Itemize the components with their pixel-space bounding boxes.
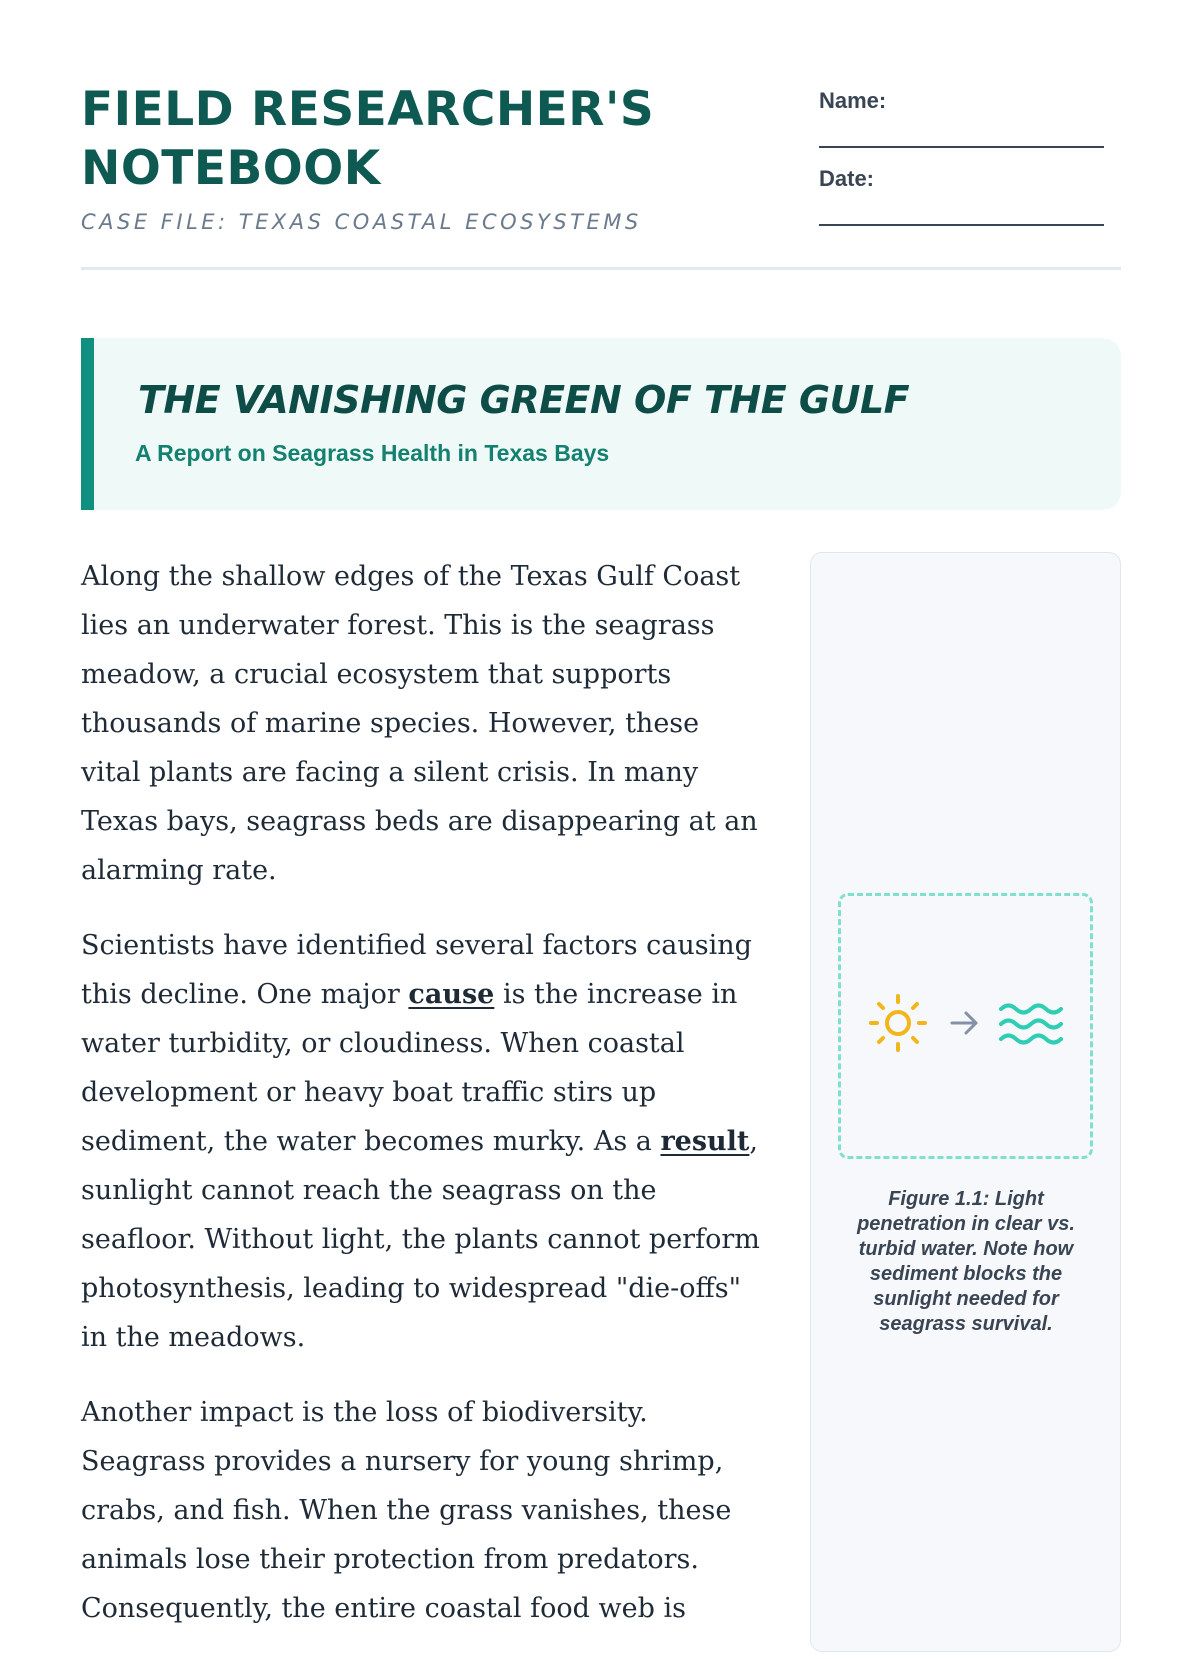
page-header — [81, 80, 1121, 270]
waves-icon — [1001, 1006, 1061, 1043]
article-body — [81, 552, 761, 1659]
article-title: THE VANISHING GREEN OF THE GULF — [138, 378, 910, 422]
arrow-right-icon — [952, 1013, 976, 1033]
sun-icon — [871, 996, 925, 1050]
student-info — [819, 88, 1109, 244]
article-banner — [81, 338, 1121, 510]
date-field[interactable] — [819, 208, 1104, 226]
page-title — [81, 80, 761, 198]
paragraph-1: Along the shallow edges of the Texas Gulf Coast lies an underwater forest. This is the seagrass meadow, a crucial ecosystem that supports thousands of marine species. However, these vital plants are facing a silent crisis. In many Texas bays, seagrass beds are disappearing at an alarming rate. — [81, 561, 758, 886]
figure-caption: Figure 1.1: Light penetration in clear vs. turbid water. Note how sediment blocks the sunlight needed for seagrass survival. — [857, 1188, 1075, 1335]
name-label: Name: — [819, 88, 887, 113]
paragraph-2-text-a: Scientists have identified several factors causing this decline. One major — [81, 930, 752, 1010]
name-field[interactable] — [819, 130, 1104, 148]
case-file-subtitle: CASE FILE: TEXAS COASTAL ECOSYSTEMS — [81, 210, 642, 234]
paragraph-3: Another impact is the loss of biodiversity. Seagrass provides a nursery for young shrimp, crabs, and fish. When the grass vanishes, these animals lose their protection from predators. Consequently, the entire coastal food web is — [81, 1397, 732, 1624]
figure-sidebar — [810, 552, 1121, 1652]
paragraph-2-text-b: is the increase in water turbidity, or cloudiness. When coastal development or heavy boat traffic stirs up sediment, the water becomes murky. As a — [81, 979, 738, 1157]
figure-illustration — [841, 896, 1090, 1156]
page-title-line-2: NOTEBOOK — [81, 141, 381, 196]
date-label: Date: — [819, 166, 875, 191]
article-subtitle: A Report on Seagrass Health in Texas Bays — [135, 440, 610, 466]
keyword-result: result — [660, 1126, 750, 1157]
page-title-line-1: FIELD RESEARCHER'S — [81, 82, 655, 137]
keyword-cause: cause — [408, 979, 495, 1010]
figure-placeholder — [838, 893, 1093, 1159]
title-block — [81, 80, 761, 234]
paragraph-2 — [81, 921, 761, 1362]
paragraph-2-text-c: , sunlight cannot reach the seagrass on the seafloor. Without light, the plants cannot perform photosynthesis, leading to widespread "die-offs" in the meadows. — [81, 1126, 760, 1353]
